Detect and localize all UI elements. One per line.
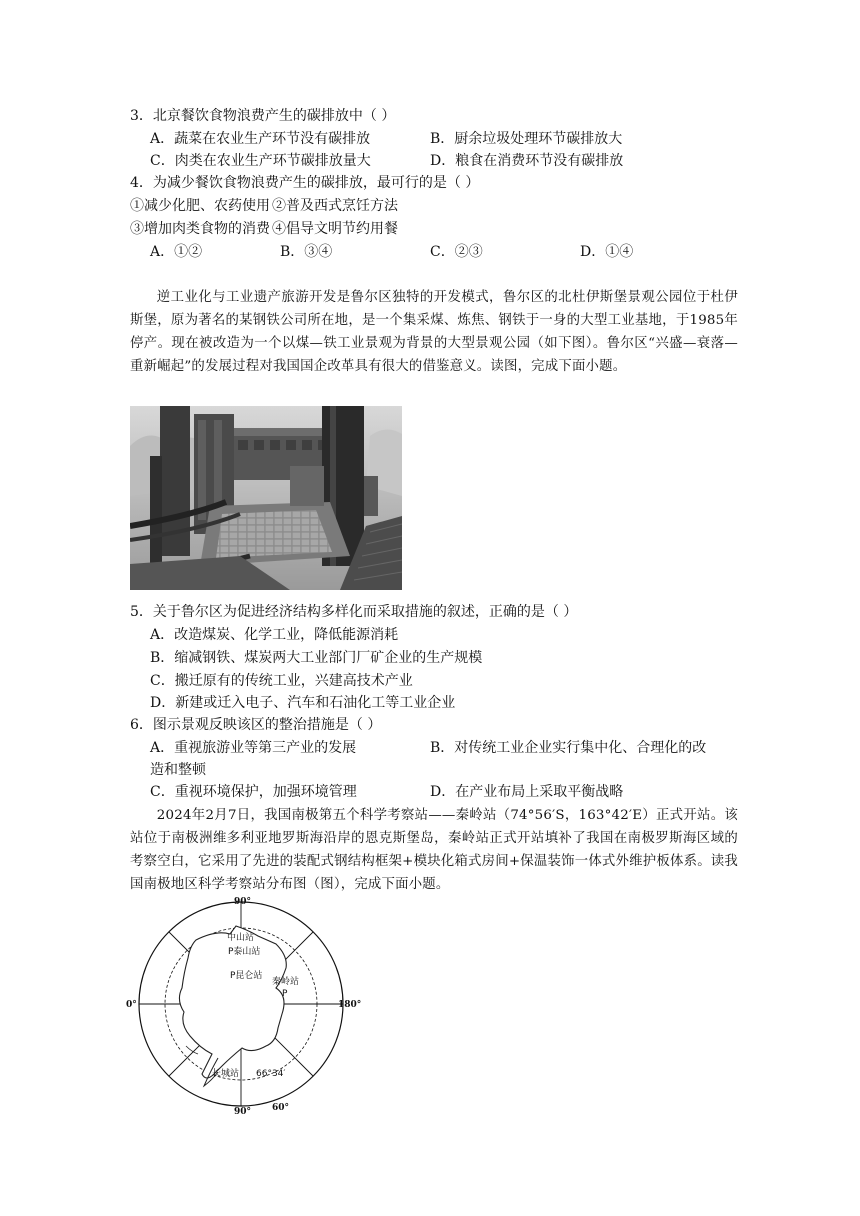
q6-option-b-cont: 造和整顿 [150,762,206,778]
q5-stem: 5．关于鲁尔区为促进经济结构多样化而采取措施的叙述，正确的是（ ） [130,604,578,620]
deg-right: 180° [338,1000,362,1010]
antarctic-circle-label: 66°34′ [256,1069,286,1079]
q3-option-c: C．肉类在农业生产环节碳排放量大 [150,153,371,169]
station-kunlun: P昆仑站 [230,971,263,981]
q4-option-d: D．①④ [580,244,634,260]
passage-antarctic-text: 2024年2月7日，我国南极第五个科学考察站——秦岭站（74°56′S，163°42′E）正式开站。该站位于南极洲维多利亚地罗斯海沿岸的恩克斯堡岛，秦岭站正式开站填补了我国在南极罗斯海区域的考察空白，它采用了先进的装配式钢结构框架+模块化箱式房间+保温装饰一体式外维护板体系。读我国南极地区科学考察站分布图（图），完成下面小题。 [130,808,738,892]
q3-option-d: D．粮食在消费环节没有碳排放 [430,153,624,169]
q4-option-c: C．②③ [430,244,483,260]
q5-option-b: B．缩减钢铁、煤炭两大工业部门厂矿企业的生产规模 [150,650,483,666]
q4-item-4: ④倡导文明节约用餐 [272,221,398,237]
station-taishan: P泰山站 [228,947,261,957]
landscape-park-photo [130,406,402,590]
station-marker-p: P [282,989,288,999]
q5-option-a: A．改造煤炭、化学工业，降低能源消耗 [150,627,399,643]
passage-antarctic [130,804,738,896]
q3-stem: 3．北京餐饮食物浪费产生的碳排放中（ ） [130,108,396,124]
station-zhongshan: 中山站 [227,933,255,943]
deg-left: 0° [126,1000,137,1010]
q4-option-b: B．③④ [280,244,333,260]
deg-top: 90° [234,897,252,907]
q4-item-3: ③增加肉类食物的消费 [130,221,270,237]
q6-option-a: A．重视旅游业等第三产业的发展 [150,740,357,756]
station-changcheng: 长城站 [212,1069,240,1079]
q3-option-b: B．厨余垃圾处理环节碳排放大 [430,131,623,147]
antarctic-station-map [126,896,362,1116]
q5-option-c: C．搬迁原有的传统工业，兴建高技术产业 [150,673,413,689]
q3-option-a: A．蔬菜在农业生产环节没有碳排放 [150,131,371,147]
q6-option-c: C．重视环境保护，加强环境管理 [150,784,357,800]
q6-option-b: B．对传统工业企业实行集中化、合理化的改 [430,740,707,756]
station-qinling: 秦岭站 [272,977,300,987]
passage-ruhr-text: 逆工业化与工业遗产旅游开发是鲁尔区独特的开发模式，鲁尔区的北杜伊斯堡景观公园位于杜伊斯堡，原为著名的某钢铁公司所在地，是一个集采煤、炼焦、钢铁于一身的大型工业基地，于1985年停产。现在被改造为一个以煤—铁工业景观为背景的大型景观公园（如下图）。鲁尔区“兴盛—衰落—重新崛起”的发展过程对我国国企改革具有很大的借鉴意义。读图，完成下面小题。 [130,290,738,374]
q4-stem: 4．为减少餐饮食物浪费产生的碳排放，最可行的是（ ） [130,175,480,191]
q4-option-a: A．①② [150,244,203,260]
passage-ruhr [130,286,738,378]
q6-option-d: D．在产业布局上采取平衡战略 [430,784,624,800]
q4-item-1: ①减少化肥、农药使用 [130,198,270,214]
q5-option-d: D．新建或迁入电子、汽车和石油化工等工业企业 [150,695,456,711]
q4-item-2: ②普及西式烹饪方法 [272,198,398,214]
deg-bottom-right: 60° [272,1103,290,1113]
deg-bottom: 90° [234,1107,252,1116]
q6-stem: 6．图示景观反映该区的整治措施是（ ） [130,717,382,733]
